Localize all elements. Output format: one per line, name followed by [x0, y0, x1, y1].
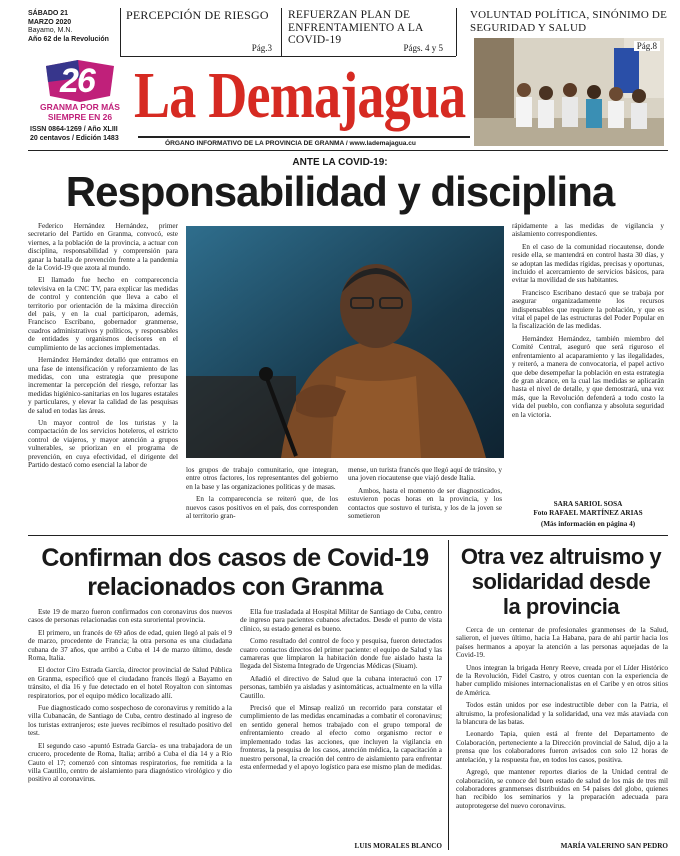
slogan-line-1: GRANMA POR MÁS [40, 102, 120, 112]
teaser-2[interactable] [288, 9, 453, 55]
lead-col3-p3: Francisco Escribano destacó que se trabaja por asegurar organizadamente los recursos indispensables que requiere la población, y que es vital el papel de las estructuras del Poder Popular en la fiscalización de las medidas. [512, 288, 664, 331]
lead-col1-p2: El llamado fue hecho en comparecencia televisiva en la CNC TV, para explicar las medidas de control y contención que lleva a cabo el territorio por orientación de la máxima dirección del país, y en la cual participaron, además, Francisco Escribano, gobernador granmense, cuadros administrativos y políticos, y responsables de entidades y organismos decisores en el cumplimiento de las acciones implementadas. [28, 276, 178, 352]
lead-col3-p2: En el caso de la comunidad riocautense, donde reside ella, se mantendrá en control hasta 30 días, y se adoptan las medidas rígidas, precisas y oportunas, incluido el acercamiento de servicios básicos, para evitar la movilidad de sus habitantes. [512, 242, 664, 285]
newspaper-subtitle: ÓRGANO INFORMATIVO DE LA PROVINCIA DE GRANMA / www.lademajagua.cu [165, 140, 416, 147]
official-speaking-photo [186, 226, 504, 458]
teaser-1-page: Pág.3 [251, 43, 272, 53]
lead-col1-p1: Federico Hernández Hernández, primer secretario del Partido en Granma, convocó, este viernes, a la población de la provincia, a actuar con disciplina, responsabilidad y comprensión para ganar la batalla de prevención frente a la pandemia de la Covid-19 que azota al mundo. [28, 222, 178, 273]
story2-col1-p2: El primero, un francés de 69 años de edad, quien llegó al país el 9 de marzo, procedente de Francia; la otra persona es una ciudadana cubana de 37 años, que arribó a Cuba el 14 de marzo último, desde Roma, Italia. [28, 628, 232, 663]
story3-headline-line1: Otra vez altruismo y [460, 544, 662, 569]
story2-col2-p1: Ella fue trasladada al Hospital Militar de Santiago de Cuba, centro de ingreso para pacientes cubanos afectados. Desde el punto de vista clínico, su estado general es bueno. [240, 608, 442, 633]
issn: ISSN 0864-1269 / Año XLIII [30, 126, 118, 133]
lead-under-left-p2: En la comparecencia se reiteró que, de los nuevos casos positivos en el país, dos corresponden al territorio gran- [186, 495, 338, 521]
teaser-1[interactable] [126, 9, 276, 55]
newspaper-title[interactable]: La Demajagua [134, 59, 466, 132]
story2-headline-line2: relacionados con Granma [87, 573, 383, 601]
story2-col1-p4: Fue diagnosticado como sospechoso de coronavirus y remitido a la villa Cubanacán, de Santiago de Cuba, centro destinado al ingreso de los turistas extranjeros; este jueves recibimos el resultado positivo del test. [28, 704, 232, 738]
teaser-3-page: Pág.8 [634, 41, 660, 51]
masthead-dateline [28, 10, 118, 44]
slogan [30, 103, 130, 122]
date-year: Año 62 de la Revolución [28, 35, 109, 43]
story2-col1-p1: Este 19 de marzo fueron confirmados con coronavirus dos nuevos casos de personas relacionadas con esta suroriental provincia. [28, 608, 232, 625]
lead-col1-p4: Un mayor control de los turistas y la compactación de los servicios hoteleros, el estricto control de viajeros, y mayor atención a grupos vulnerables, se priorizan en el programa de prevención, en cuya efectividad, el dirigente del Partido destacó como esencial la labor de [28, 418, 178, 469]
story3-column [456, 626, 668, 814]
story3-byline: MARÍA VALERINO SAN PEDRO [560, 842, 668, 850]
story3-headline-line3: la provincia [502, 594, 620, 619]
lead-col3-p1: rápidamente a las medidas de vigilancia y aislamiento correspondientes. [512, 222, 664, 239]
brand-logo[interactable] [40, 58, 120, 102]
slogan-line-2: SIEMPRE EN 26 [47, 111, 113, 122]
story3-p4: Leonardo Tapia, quien está al frente del Departamento de Colaboración, perteneciente a la Dirección provincial de Salud, dijo a la prensa que los colaboradores fueron avisados con solo 12 horas de antelación, y la respuesta fue, en todos los casos, positiva. [456, 730, 668, 764]
price: 20 centavos / Edición 1483 [30, 134, 119, 142]
lead-under-right-p2: Ambos, hasta el momento de ser diagnosticados, estuvieron pocas horas en la provincia, y los contactos que sostuvo el turista, y los de la joven se sometieron [348, 486, 502, 521]
lead-column-3 [512, 222, 664, 423]
lead-more-info[interactable]: (Más información en página 4) [540, 520, 636, 528]
story3-headline-line2: solidaridad desde [471, 569, 651, 594]
story2-col2-p4: Precisó que el Minsap realizó un recorrido para constatar el cumplimiento de las medidas encaminadas a combatir el coronavirus; en sentido general hemos trabajado con el grupo temporal de enfrentamiento creado al efecto como organismo rector e implementado todas las acciones, que incluyen la vigilancia en fronteras, la pesquisa de los casos, atención médica, la capacitación a nuestro personal, la creación del centro de aislamiento para enfrentar esta enfermedad y el apoyo logístico para ese mismo plan de medidas. [240, 704, 442, 771]
lead-under-photo-right [348, 466, 502, 520]
story3-p5: Agregó, que mantener reportes diarios de la Unidad central de colaboración, se conoce del buen estado de salud de los más de tres mil colaboradores granmenses distribuidos en 54 países del globo, quienes han recibido los seminarios y la preparación adecuada para autoprotegerse del nuevo coronavirus. [456, 768, 668, 810]
teaser-3-title: VOLUNTAD POLÍTICA, SINÓNIMO DE SEGURIDAD Y SALUD [470, 9, 667, 34]
story2-byline: LUIS MORALES BLANCO [354, 842, 442, 850]
lead-photo[interactable] [186, 226, 504, 458]
lead-under-right-p1: mense, un turista francés que llegó aquí de tránsito, y una joven riocautense que viajó desde Italia. [348, 466, 502, 483]
teaser-2-title: REFUERZAN PLAN DE ENFRENTAMIENTO A LA COVID-19 [288, 9, 423, 46]
story2-headline[interactable] [28, 544, 442, 602]
story3-p1: Cerca de un centenar de profesionales granmenses de la Salud, salieron, el jueves último, hacia La Habana, para de ahí partir hacia los países hermanos a apoyar la atención a las personas aquejadas de la Covid-19. [456, 626, 668, 660]
lead-col1-p3: Hernández Hernández detalló que entramos en una fase de intensificación y reforzamiento de las medidas, con una estrategia que presupone incrementar la percepción del riesgo, reforzar las medidas higiénico-sanitarias en los lugares estatales y particulares, y elevar la calidad de las pesquisas de salud en todas las áreas. [28, 356, 178, 415]
lead-column-1 [28, 222, 178, 473]
issn-info [30, 126, 135, 143]
date-month: MARZO 2020 [28, 18, 72, 26]
story3-p2: Unos integran la brigada Henry Reeve, creada por el Líder Histórico de la Revolución, Fidel Castro, y otros cuentan con la experiencia de haber cumplido misiones internacionalistas en el Caribe y en otros sitios de América. [456, 663, 668, 697]
date-place: Bayamo, M.N. [28, 27, 73, 34]
story2-column-1 [28, 608, 232, 788]
teaser-3-photo[interactable] [474, 38, 664, 146]
lead-credits [512, 500, 664, 529]
story3-p3: Todos están unidos por ese indestructible deber con la Patria, el altruismo, la profesionalidad y la solidaridad, una vez más ataviada con la blancura de las batas. [456, 701, 668, 727]
lead-byline: SARA SARIOL SOSA [553, 500, 623, 508]
story2-col2-p2: Como resultado del control de foco y pesquisa, fueron detectados cuatro contactos directos del primer paciente: el equipo de Salud y las camareras que limpiaron la habitación donde fue aislado hasta la llegada del Sistema Integrado de Urgencias Médicas (Siuam). [240, 637, 442, 671]
story2-headline-line1: Confirman dos casos de Covid-19 [41, 544, 429, 572]
story2-col2-p3: Añadió el directivo de Salud que la cubana interactuó con 17 personas, también ya aisladas y asintomáticas, actualmente en la villa Cautillo. [240, 674, 442, 700]
date-day: SÁBADO 21 [28, 10, 69, 17]
story2-column-2 [240, 608, 442, 775]
logo-number: 26 [60, 62, 94, 100]
lead-photo-credit: Foto RAFAEL MARTÍNEZ ARIAS [533, 508, 643, 517]
teaser-1-title: PERCEPCIÓN DE RIESGO [126, 8, 269, 22]
story2-col1-p5: El segundo caso -apuntó Estrada García- es una trabajadora de un crucero, procedente de Roma, Italia; arribó a Cuba el día 14 y a Río Cauto el 17; comenzó con síntomas respiratorios, fue remitida a la villa Cautillo, centro de aislamiento para diagnóstico virológico y dio positivo al coronavirus. [28, 741, 232, 784]
lead-col3-p4: Hernández Hernández, también miembro del Comité Central, aseguró que será riguroso el enfrentamiento al acaparamiento y las ilegalidades, y reiteró, a manera de convocatoria, el papel activo que debe desempeñar la población en esta estrategia de gran alcance, en la cual las medidas se aplicarán hasta el nivel de detalle, y que demostrará, una vez más, que la Revolución defenderá a todo costo la vida del pueblo, con confianza y absoluta seguridad en la victoria. [512, 334, 664, 419]
children-school-photo [474, 38, 664, 146]
lead-headline[interactable]: Responsabilidad y disciplina [65, 168, 615, 215]
teaser-2-page: Págs. 4 y 5 [403, 43, 443, 53]
lead-kicker: ANTE LA COVID-19: [292, 157, 388, 168]
story3-headline[interactable] [454, 544, 668, 619]
story2-col1-p3: El doctor Ciro Estrada García, director provincial de Salud Pública en Granma, especificó que el ciudadano francés llegó a Bayamo en tránsito, el día 16 y fue detectado en el hotel Royalton con síntomas respiratorios, por el equipo médico localizado allí. [28, 666, 232, 700]
teaser-3[interactable] [470, 9, 668, 34]
lead-under-photo-left [186, 466, 338, 520]
lead-under-left-p1: los grupos de trabajo comunitario, que integran, entre otros factores, los representantes del gobierno en la base y las organizaciones políticas y de masas. [186, 466, 338, 491]
